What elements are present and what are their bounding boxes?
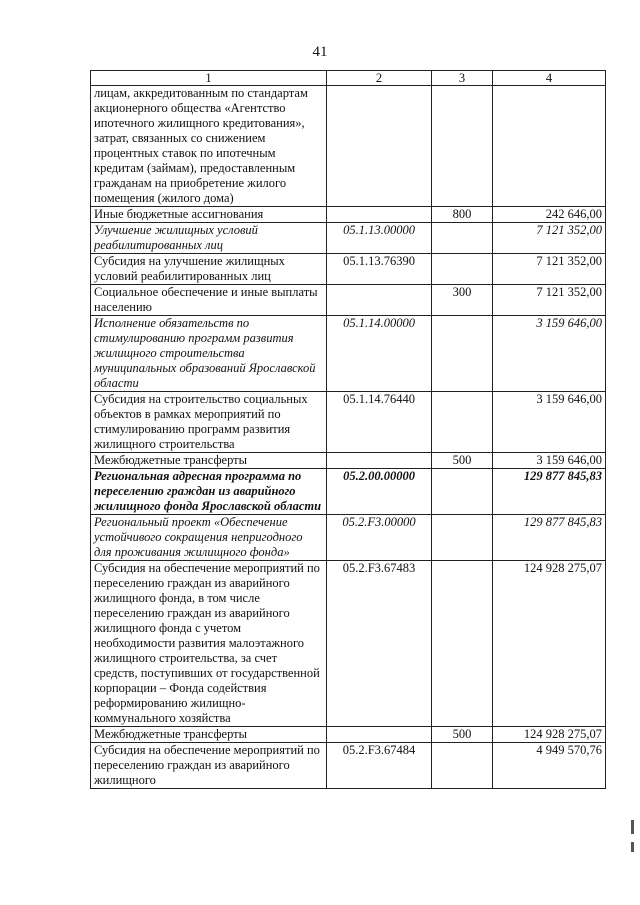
cell-name: Межбюджетные трансферты [91,453,327,469]
cell-name: Региональная адресная программа по переселению граждан из аварийного жилищного фонда Ярославской области [91,469,327,515]
cell-code [327,285,432,316]
cell-type [432,515,493,561]
cell-code: 05.2.F3.67484 [327,743,432,789]
cell-code [327,453,432,469]
table-row [91,316,606,392]
cell-name: Улучшение жилищных условий реабилитированных лиц [91,223,327,254]
cell-type: 500 [432,727,493,743]
table-header-row [91,71,606,86]
table-row [91,254,606,285]
cell-name: Субсидия на строительство социальных объектов в рамках мероприятий по стимулированию программ развития жилищного строительства [91,392,327,453]
cell-name: Социальное обеспечение и иные выплаты населению [91,285,327,316]
cell-code [327,727,432,743]
column-header-4: 4 [493,71,606,86]
cell-amount [493,86,606,207]
cell-amount: 124 928 275,07 [493,727,606,743]
table-row [91,285,606,316]
cell-name: Региональный проект «Обеспечение устойчивого сокращения непригодного для проживания жилищного фонда» [91,515,327,561]
cell-amount: 3 159 646,00 [493,392,606,453]
cell-amount: 3 159 646,00 [493,316,606,392]
cell-type [432,254,493,285]
cell-amount: 7 121 352,00 [493,285,606,316]
column-header-3: 3 [432,71,493,86]
cell-amount: 7 121 352,00 [493,223,606,254]
cell-type [432,223,493,254]
column-header-1: 1 [91,71,327,86]
cell-code: 05.2.F3.67483 [327,561,432,727]
table-row [91,86,606,207]
cell-code: 05.1.14.00000 [327,316,432,392]
table-row [91,207,606,223]
page-number: 41 [312,44,328,60]
cell-type [432,392,493,453]
table-row [91,561,606,727]
cell-code: 05.2.00.00000 [327,469,432,515]
cell-amount: 129 877 845,83 [493,515,606,561]
cell-name: Субсидия на обеспечение мероприятий по переселению граждан из аварийного жилищного фонда, в том числе переселению граждан из аварийного жилищного фонда с учетом необходимости развития малоэтажного жилищного строительства, за счет средств, поступивших от государственной корпорации – Фонда содействия реформированию жилищно-коммунального хозяйства [91,561,327,727]
cell-type [432,469,493,515]
table-row [91,453,606,469]
cell-name: лицам, аккредитованным по стандартам акционерного общества «Агентство ипотечного жилищного кредитования», затрат, связанных со снижением процентных ставок по ипотечным кредитам (займам), предоставленным гражданам на приобретение жилого помещения (жилого дома) [91,86,327,207]
cell-code: 05.2.F3.00000 [327,515,432,561]
cell-name: Иные бюджетные ассигнования [91,207,327,223]
cell-type: 300 [432,285,493,316]
table-row [91,743,606,789]
cell-code [327,207,432,223]
cell-type [432,316,493,392]
cell-name: Межбюджетные трансферты [91,727,327,743]
cell-type: 500 [432,453,493,469]
table-row [91,469,606,515]
cell-code [327,86,432,207]
column-header-2: 2 [327,71,432,86]
cell-name: Исполнение обязательств по стимулированию программ развития жилищного строительства муниципальных образований Ярославской области [91,316,327,392]
scan-mark [631,842,634,852]
scan-mark [631,820,634,834]
table-row [91,223,606,254]
table-row [91,727,606,743]
cell-type: 800 [432,207,493,223]
cell-type [432,743,493,789]
cell-amount: 4 949 570,76 [493,743,606,789]
cell-amount: 124 928 275,07 [493,561,606,727]
cell-code: 05.1.14.76440 [327,392,432,453]
cell-name: Субсидия на обеспечение мероприятий по переселению граждан из аварийного жилищного [91,743,327,789]
table-row [91,392,606,453]
cell-type [432,86,493,207]
table-row [91,515,606,561]
cell-amount: 3 159 646,00 [493,453,606,469]
cell-name: Субсидия на улучшение жилищных условий реабилитированных лиц [91,254,327,285]
cell-amount: 242 646,00 [493,207,606,223]
cell-code: 05.1.13.76390 [327,254,432,285]
cell-amount: 129 877 845,83 [493,469,606,515]
cell-code: 05.1.13.00000 [327,223,432,254]
budget-table [90,70,606,789]
cell-amount: 7 121 352,00 [493,254,606,285]
cell-type [432,561,493,727]
